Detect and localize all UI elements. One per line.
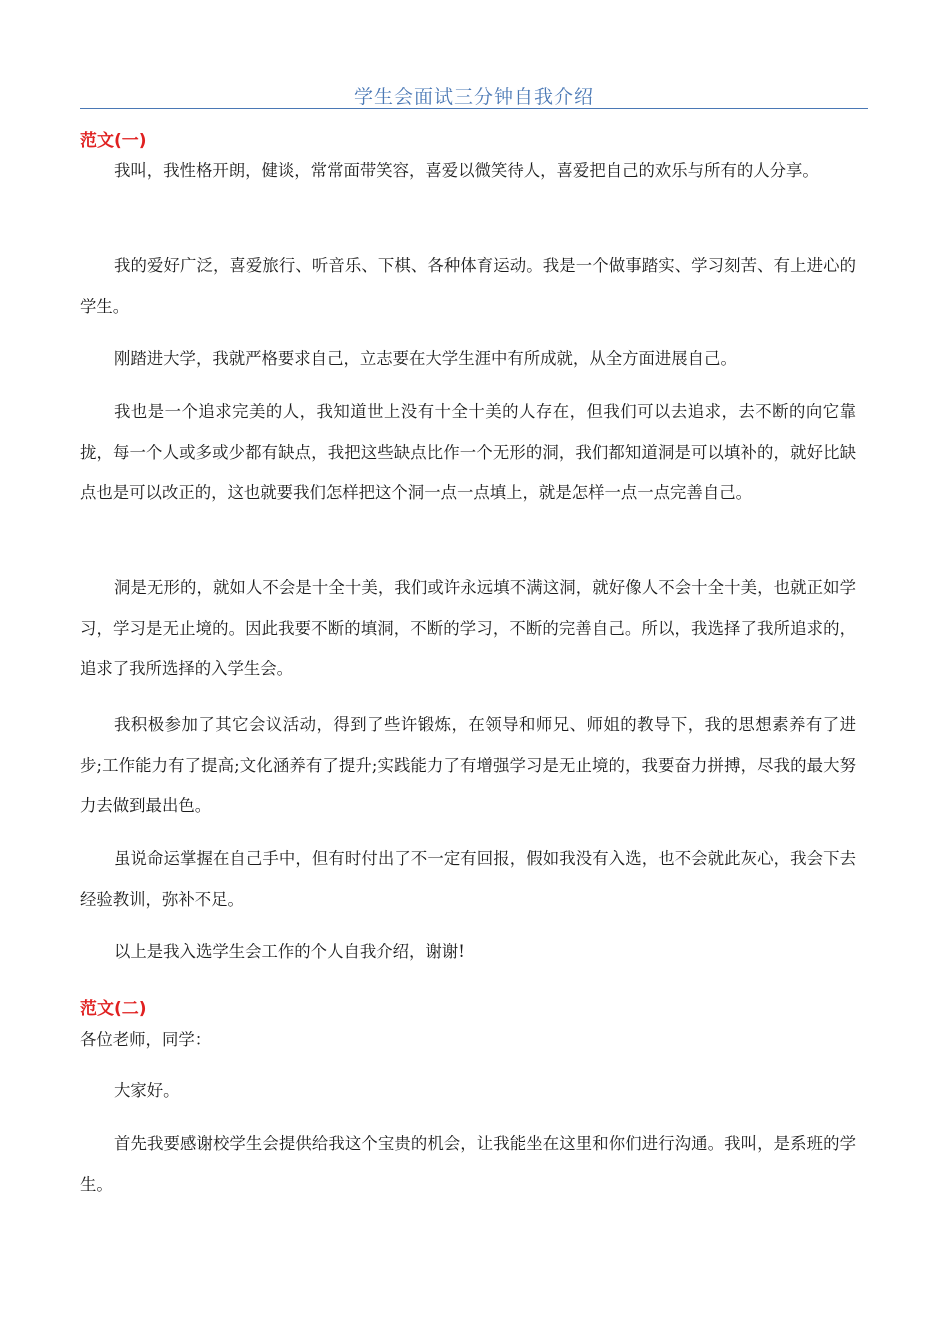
paragraph: 首先我要感谢校学生会提供给我这个宝贵的机会，让我能坐在这里和你们进行沟通。我叫，是系班的学生。 bbox=[80, 1134, 856, 1194]
title-divider bbox=[80, 108, 868, 109]
paragraph: 我叫，我性格开朗，健谈，常常面带笑容，喜爱以微笑待人，喜爱把自己的欢乐与所有的人分享。 bbox=[114, 161, 819, 180]
paragraph: 我积极参加了其它会议活动，得到了些许锻炼，在领导和师兄、师姐的教导下，我的思想素养有了进步;工作能力有了提高;文化涵养有了提升;实践能力了有增强学习是无止境的，我要奋力拼搏，尽我的最大努力去做到最出色。 bbox=[80, 715, 856, 815]
paragraph: 我的爱好广泛，喜爱旅行、听音乐、下棋、各种体育运动。我是一个做事踏实、学习刻苦、有上进心的学生。 bbox=[80, 256, 856, 316]
paragraph: 以上是我入选学生会工作的个人自我介绍，谢谢! bbox=[114, 942, 465, 961]
paragraph: 我也是一个追求完美的人，我知道世上没有十全十美的人存在，但我们可以去追求，去不断的向它靠拢，每一个人或多或少都有缺点，我把这些缺点比作一个无形的洞，我们都知道洞是可以填补的，就好比缺点也是可以改正的，这也就要我们怎样把这个洞一点一点填上，就是怎样一点一点完善自己。 bbox=[80, 402, 856, 502]
document-title: 学生会面试三分钟自我介绍 bbox=[353, 86, 594, 108]
paragraph: 洞是无形的，就如人不会是十全十美，我们或许永远填不满这洞，就好像人不会十全十美，也就正如学习，学习是无止境的。因此我要不断的填洞，不断的学习，不断的完善自己。所以，我选择了我所追求的，追求了我所选择的入学生会。 bbox=[80, 578, 856, 678]
salutation: 各位老师，同学： bbox=[80, 1030, 212, 1049]
paragraph: 虽说命运掌握在自己手中，但有时付出了不一定有回报，假如我没有入选，也不会就此灰心，我会下去经验教训，弥补不足。 bbox=[80, 849, 856, 909]
paragraph: 大家好。 bbox=[114, 1081, 180, 1100]
section-heading-1: 范文(一) bbox=[80, 131, 147, 151]
paragraph: 刚踏进大学，我就严格要求自己，立志要在大学生涯中有所成就，从全方面进展自己。 bbox=[114, 349, 737, 368]
section-heading-2: 范文(二) bbox=[80, 999, 147, 1019]
